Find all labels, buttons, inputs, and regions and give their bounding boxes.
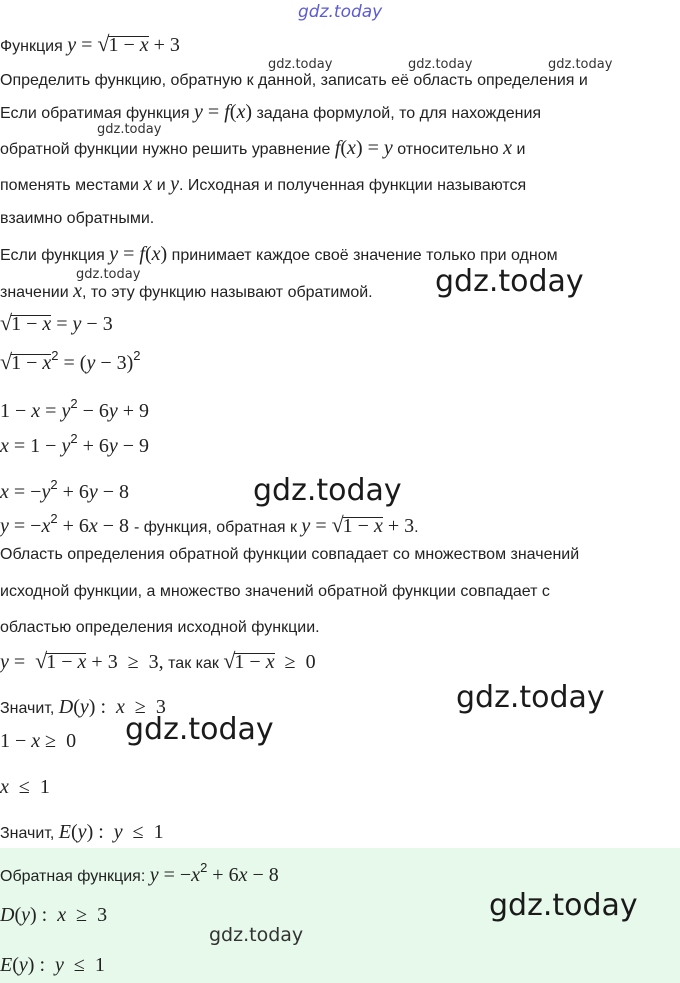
answer-inverse-function: Обратная функция: $y = -x^2 + 6x - 8$ [0, 860, 279, 886]
sqrt: √1 − x [97, 31, 149, 56]
text: принимает каждое своё значение только при одном [171, 247, 558, 264]
text: Обратная функция: [0, 868, 146, 885]
text: значении [0, 284, 69, 301]
theory-line-4: взаимно обратными. [0, 210, 155, 227]
equation-step-3: $1 - x = y^2 - 6y + 9$ [0, 396, 150, 422]
text: - функция, обратная к [134, 519, 297, 536]
domain-result: Значит, D(y) : x ≥ 3 [0, 696, 166, 718]
equation-step-2: $√1 - x^2 = (y - 3)^2$ [0, 348, 141, 374]
answer-range: E(y) : y ≤ 1 [0, 954, 105, 976]
explanation-line-1: Область определения обратной функции совпадает со множеством значений [0, 546, 580, 563]
answer-domain: D(y) : x ≥ 3 [0, 904, 108, 926]
watermark: gdz.today [435, 264, 584, 299]
inverse-function-line: $y = -x^2 + 6x - 8$ - функция, обратная к y = √1 − x + 3. [0, 511, 419, 537]
theory-line-6: значении x, то эту функцию называют обратимой. [0, 280, 373, 302]
text: поменять местами [0, 177, 139, 194]
text: Функция [0, 38, 63, 55]
text: так как [168, 655, 219, 672]
text: относительно [397, 141, 499, 158]
watermark: gdz.today [253, 473, 402, 508]
watermark: gdz.today [97, 122, 162, 137]
text: Если функция [0, 247, 105, 264]
function-statement: Функция y = √1 − x + 3 [0, 31, 180, 56]
watermark: gdz.today [76, 267, 141, 282]
watermark: gdz.today [456, 680, 605, 715]
text: обратной функции нужно решить уравнение [0, 141, 331, 158]
text: Если обратимая функция [0, 105, 190, 122]
watermark: gdz.today [489, 888, 638, 923]
theory-line-3: поменять местами x и y. Исходная и полученная функции называются [0, 173, 527, 195]
range-result: Значит, E(y) : y ≤ 1 [0, 821, 164, 843]
inequality-step-1: 1 − x ≥ 0 [0, 730, 77, 752]
theory-line-5: Если функция y = f(x) принимает каждое своё значение только при одном [0, 243, 558, 265]
watermark: gdz.today [125, 712, 274, 747]
text: и [516, 141, 526, 158]
text: и [156, 177, 166, 194]
range-derivation: y = √1 − x + 3 ≥ 3, так как √1 − x ≥ 0 [0, 648, 316, 673]
text: . [414, 519, 419, 536]
text: задана формулой, то для нахождения [256, 105, 542, 122]
watermark: gdz.today [209, 924, 304, 946]
text: . Исходная и полученная функции называются [179, 177, 527, 194]
theory-line-1: Если обратимая функция y = f(x) задана формулой, то для нахождения [0, 101, 542, 123]
inequality-step-2: x ≤ 1 [0, 776, 50, 798]
watermark-top: gdz.today [298, 2, 383, 22]
equation-step-5: $x = -y^2 + 6y - 8$ [0, 477, 130, 503]
explanation-line-3: областью определения исходной функции. [0, 619, 320, 636]
text: , то эту функцию называют обратимой. [82, 284, 373, 301]
theory-line-2: обратной функции нужно решить уравнение f(x) = y относительно x и [0, 137, 526, 159]
equation-step-1: √1 − x = y − 3 [0, 310, 113, 335]
watermark: gdz.today [548, 57, 613, 72]
watermark: gdz.today [408, 57, 473, 72]
text: Значит, [0, 700, 55, 717]
formula: y [67, 34, 77, 56]
equation-step-4: $x = 1 - y^2 + 6y - 9$ [0, 431, 150, 457]
watermark: gdz.today [268, 57, 333, 72]
explanation-line-2: исходной функции, а множество значений обратной функции совпадает с [0, 583, 550, 600]
text: Значит, [0, 825, 55, 842]
task-text: Определить функцию, обратную к данной, записать её область определения и [0, 72, 588, 89]
